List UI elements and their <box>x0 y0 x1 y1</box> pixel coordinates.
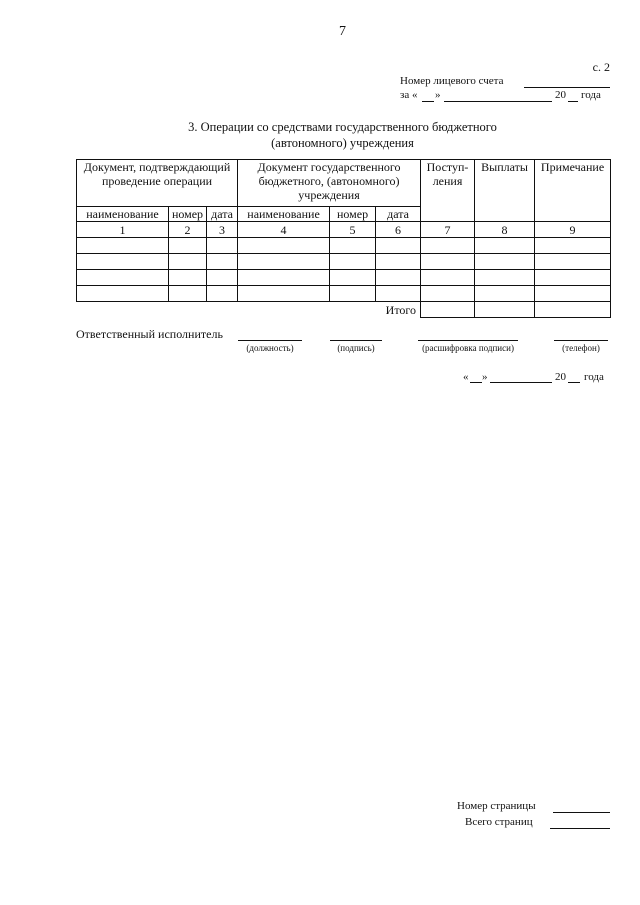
table-cell <box>535 238 611 254</box>
date-year-prefix: 20 <box>555 371 566 383</box>
year-line <box>568 101 578 102</box>
table-cell <box>77 254 169 270</box>
table-row <box>77 286 611 302</box>
table-cell <box>421 254 475 270</box>
table-cell <box>376 270 421 286</box>
table-cell <box>421 238 475 254</box>
table-cell <box>207 286 238 302</box>
column-number: 9 <box>535 222 611 238</box>
date-year-suffix: года <box>584 371 604 383</box>
position-line <box>238 340 302 341</box>
date-year-line <box>568 382 580 383</box>
total-note-cell <box>535 302 611 318</box>
table-cell <box>535 270 611 286</box>
date-prefix: за « <box>400 89 418 101</box>
phone-caption: (телефон) <box>562 343 600 353</box>
header-receipts: Поступ-ления <box>421 160 475 222</box>
date-mid: » <box>435 89 441 101</box>
table-cell <box>475 270 535 286</box>
table-cell <box>421 286 475 302</box>
date-day-line <box>470 382 482 383</box>
table-cell <box>330 286 376 302</box>
table-cell <box>77 270 169 286</box>
table-cell <box>238 254 330 270</box>
subheader-date: дата <box>207 207 238 222</box>
header-payments: Выплаты <box>475 160 535 222</box>
date-open: « <box>463 371 469 383</box>
table-cell <box>421 270 475 286</box>
subheader-name: наименование <box>77 207 169 222</box>
page-number-line <box>553 812 610 813</box>
position-caption: (должность) <box>246 343 294 353</box>
table-row <box>77 254 611 270</box>
table-cell <box>475 238 535 254</box>
table-cell <box>77 238 169 254</box>
table-cell <box>376 254 421 270</box>
header-doc-confirming: Документ, подтверждающий проведение операции <box>77 160 238 207</box>
page-number-label: Номер страницы <box>457 800 536 812</box>
table-cell <box>535 254 611 270</box>
table-cell <box>376 238 421 254</box>
page-number: 7 <box>339 24 346 39</box>
table-cell <box>330 254 376 270</box>
total-label: Итого <box>77 302 421 318</box>
table-row <box>77 238 611 254</box>
table-cell <box>169 270 207 286</box>
section-title <box>0 119 640 151</box>
total-row <box>77 302 611 318</box>
table-cell <box>475 254 535 270</box>
operations-table <box>76 159 611 318</box>
page-ref: с. 2 <box>592 60 610 74</box>
subheader-number: номер <box>169 207 207 222</box>
total-pages-line <box>550 828 610 829</box>
table-cell <box>330 238 376 254</box>
table-cell <box>169 286 207 302</box>
month-line <box>444 101 552 102</box>
signature-line <box>330 340 382 341</box>
column-number: 1 <box>77 222 169 238</box>
subheader-name: наименование <box>238 207 330 222</box>
table-cell <box>238 286 330 302</box>
column-number: 2 <box>169 222 207 238</box>
table-cell <box>207 254 238 270</box>
total-receipts-cell <box>421 302 475 318</box>
subheader-date: дата <box>376 207 421 222</box>
table-cell <box>169 238 207 254</box>
section-title-line2: (автономного) учреждения <box>271 136 414 150</box>
table-cell <box>207 238 238 254</box>
table-cell <box>475 286 535 302</box>
total-pages-label: Всего страниц <box>465 816 533 828</box>
signature-decode-caption: (расшифровка подписи) <box>422 343 514 353</box>
table-cell <box>169 254 207 270</box>
table-cell <box>238 270 330 286</box>
year-suffix: года <box>581 89 601 101</box>
account-line <box>524 87 610 88</box>
signature-caption: (подпись) <box>337 343 375 353</box>
column-number: 8 <box>475 222 535 238</box>
table-cell <box>376 286 421 302</box>
table-cell <box>330 270 376 286</box>
date-month-line <box>490 382 552 383</box>
phone-line <box>554 340 608 341</box>
responsible-label: Ответственный исполнитель <box>76 327 223 341</box>
table-row <box>77 270 611 286</box>
table-cell <box>238 238 330 254</box>
year-prefix: 20 <box>555 89 566 101</box>
table-cell <box>535 286 611 302</box>
account-label: Номер лицевого счета <box>400 75 504 87</box>
header-note: Примечание <box>535 160 611 222</box>
day-line <box>422 101 434 102</box>
signature-decode-line <box>418 340 518 341</box>
column-number: 7 <box>421 222 475 238</box>
column-number: 6 <box>376 222 421 238</box>
total-payments-cell <box>475 302 535 318</box>
section-title-line1: 3. Операции со средствами государственного бюджетного <box>188 120 497 134</box>
table-cell <box>77 286 169 302</box>
table-cell <box>207 270 238 286</box>
header-doc-institution: Документ государственного бюджетного, (автономного) учреждения <box>238 160 421 207</box>
column-number: 5 <box>330 222 376 238</box>
date-close: » <box>482 371 488 383</box>
column-numbers-row <box>77 222 611 238</box>
column-number: 3 <box>207 222 238 238</box>
subheader-number: номер <box>330 207 376 222</box>
column-number: 4 <box>238 222 330 238</box>
